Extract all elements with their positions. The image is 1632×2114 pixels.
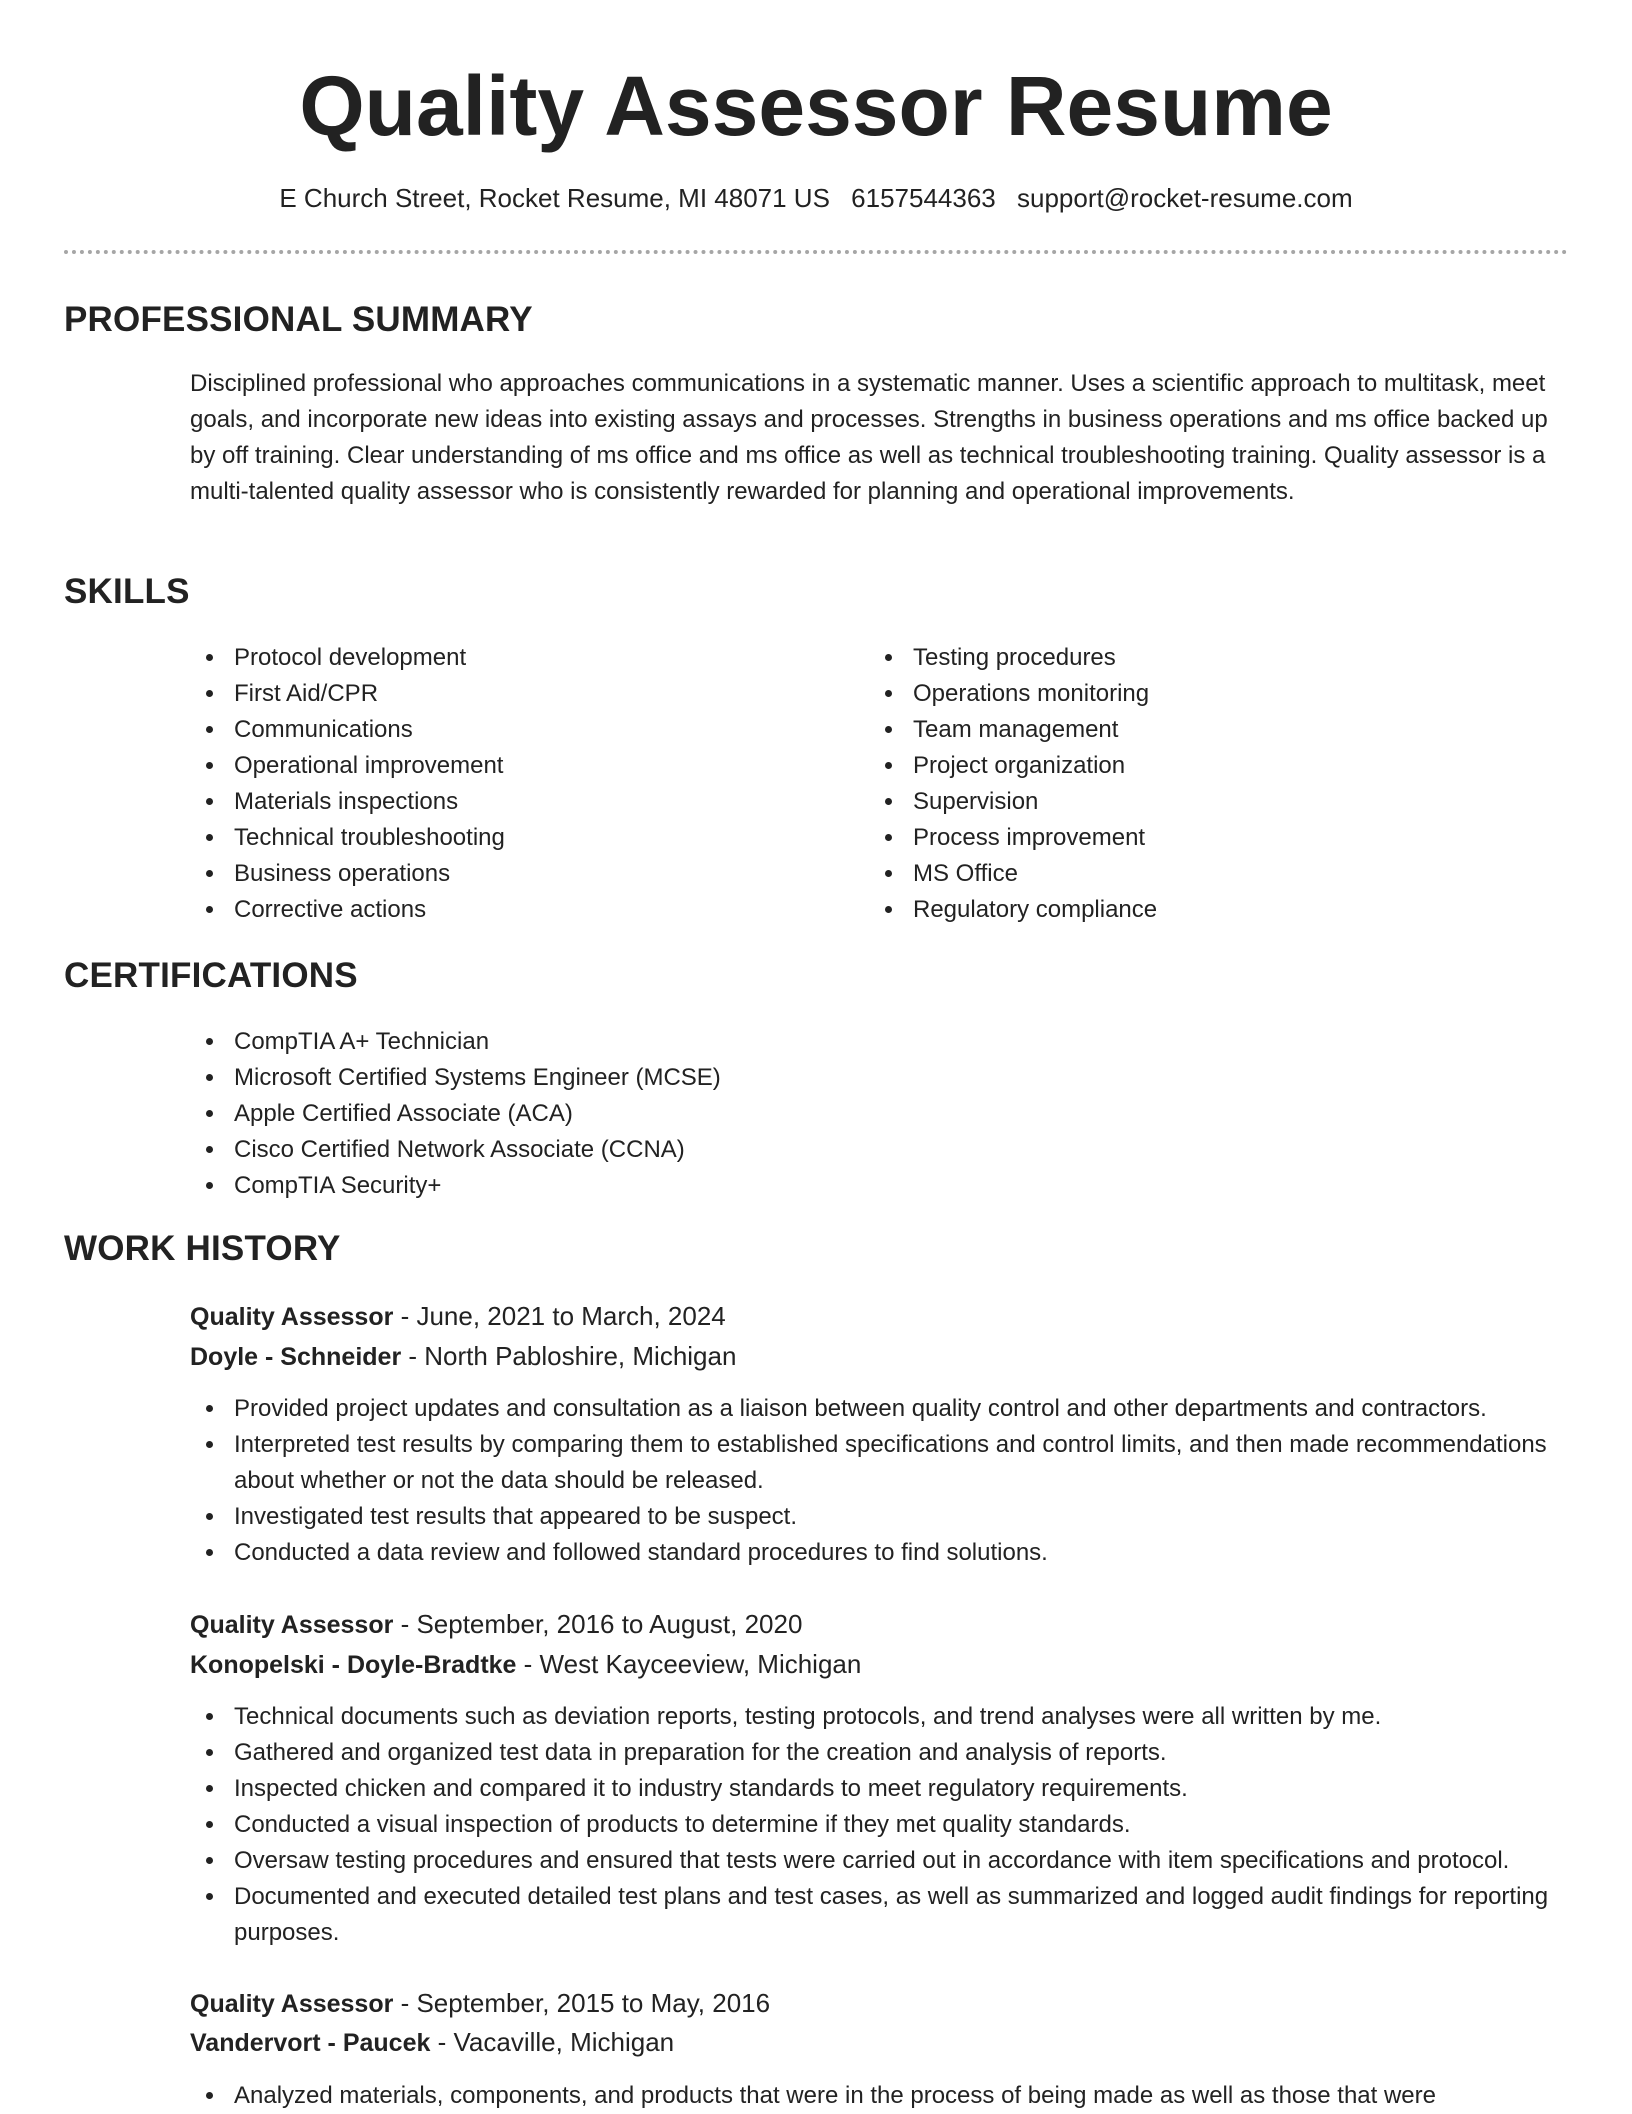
certification-item: CompTIA Security+ [190, 1168, 721, 1204]
skill-item: First Aid/CPR [190, 676, 830, 712]
job-bullet: Oversaw testing procedures and ensured that tests were carried out in accordance with item specifications and protocol. [190, 1843, 1580, 1879]
skill-item: Supervision [869, 784, 1509, 820]
skill-item: Operations monitoring [869, 676, 1509, 712]
job-bullet: Technical documents such as deviation reports, testing protocols, and trend analyses were all written by me. [190, 1699, 1580, 1735]
header-divider [64, 250, 1568, 254]
job-bullet: Gathered and organized test data in preparation for the creation and analysis of reports. [190, 1735, 1580, 1771]
job-title: Quality Assessor [190, 1611, 394, 1639]
job-company-line [190, 1338, 736, 1375]
job-company: Konopelski - Doyle-Bradtke [190, 1651, 517, 1679]
skill-item: Corrective actions [190, 892, 830, 928]
job-title: Quality Assessor [190, 1990, 394, 2018]
summary-heading: PROFESSIONAL SUMMARY [64, 300, 533, 339]
skill-item: Regulatory compliance [869, 892, 1509, 928]
skill-item: Business operations [190, 856, 830, 892]
skill-item: Process improvement [869, 820, 1509, 856]
job-title-line [190, 1985, 770, 2022]
job-bullet: Analyzed materials, components, and products that were in the process of being made as well as those that were [190, 2078, 1580, 2114]
summary-text: Disciplined professional who approaches communications in a systematic manner. Uses a scientific approach to multitask, meet goals, and incorporate new ideas into existing assays and processes. Strengths in business operations and ms office backed up by off training. Clear understanding of ms office and ms office as well as technical troubleshooting training. Quality assessor is a multi-talented quality assessor who is consistently rewarded for planning and operational improvements. [190, 370, 1548, 505]
certification-item: Apple Certified Associate (ACA) [190, 1096, 721, 1132]
skills-heading: SKILLS [64, 572, 190, 611]
page-title: Quality Assessor Resume [299, 59, 1333, 153]
job-company: Vandervort - Paucek [190, 2029, 431, 2057]
skill-item: Materials inspections [190, 784, 830, 820]
job-location: - Vacaville, Michigan [430, 2027, 675, 2057]
job-location: - West Kayceeview, Michigan [516, 1649, 862, 1679]
skills-list-left [190, 640, 830, 928]
contact-line [0, 180, 1632, 216]
skill-item: Project organization [869, 748, 1509, 784]
job-dates: - September, 2016 to August, 2020 [393, 1609, 803, 1639]
job-bullet: Conducted a visual inspection of products to determine if they met quality standards. [190, 1807, 1580, 1843]
certification-item: Microsoft Certified Systems Engineer (MCSE) [190, 1060, 721, 1096]
contact-address: E Church Street, Rocket Resume, MI 48071 US [279, 183, 830, 213]
job-company-line [190, 1646, 861, 1683]
work-history-heading: WORK HISTORY [64, 1229, 341, 1268]
job-dates: - June, 2021 to March, 2024 [393, 1301, 726, 1331]
job-bullet: Interpreted test results by comparing them to established specifications and control limits, and then made recommendations about whether or not the data should be released. [190, 1427, 1580, 1499]
certification-item: CompTIA A+ Technician [190, 1024, 721, 1060]
job-title: Quality Assessor [190, 1303, 394, 1331]
job-bullet: Investigated test results that appeared to be suspect. [190, 1499, 1580, 1535]
job-bullet: Provided project updates and consultation as a liaison between quality control and other departments and contractors. [190, 1391, 1580, 1427]
skills-list-right [869, 640, 1509, 928]
certification-item: Cisco Certified Network Associate (CCNA) [190, 1132, 721, 1168]
job-location: - North Pabloshire, Michigan [401, 1341, 737, 1371]
job-bullets [190, 1699, 1580, 1951]
skill-item: Operational improvement [190, 748, 830, 784]
job-bullet: Inspected chicken and compared it to industry standards to meet regulatory requirements. [190, 1771, 1580, 1807]
certifications-list [190, 1024, 721, 1204]
skill-item: Protocol development [190, 640, 830, 676]
job-company-line [190, 2024, 674, 2061]
skill-item: MS Office [869, 856, 1509, 892]
job-dates: - September, 2015 to May, 2016 [393, 1988, 771, 2018]
job-bullet: Conducted a data review and followed standard procedures to find solutions. [190, 1535, 1580, 1571]
skill-item: Technical troubleshooting [190, 820, 830, 856]
contact-email[interactable]: support@rocket-resume.com [1017, 183, 1353, 213]
job-bullets [190, 2078, 1580, 2114]
job-bullet: Documented and executed detailed test plans and test cases, as well as summarized and logged audit findings for reporting purposes. [190, 1879, 1580, 1951]
contact-phone: 6157544363 [851, 183, 996, 213]
skill-item: Communications [190, 712, 830, 748]
certifications-heading: CERTIFICATIONS [64, 956, 358, 995]
skill-item: Testing procedures [869, 640, 1509, 676]
job-bullets [190, 1391, 1580, 1571]
job-title-line [190, 1606, 802, 1643]
job-company: Doyle - Schneider [190, 1343, 402, 1371]
skill-item: Team management [869, 712, 1509, 748]
job-title-line [190, 1298, 726, 1335]
